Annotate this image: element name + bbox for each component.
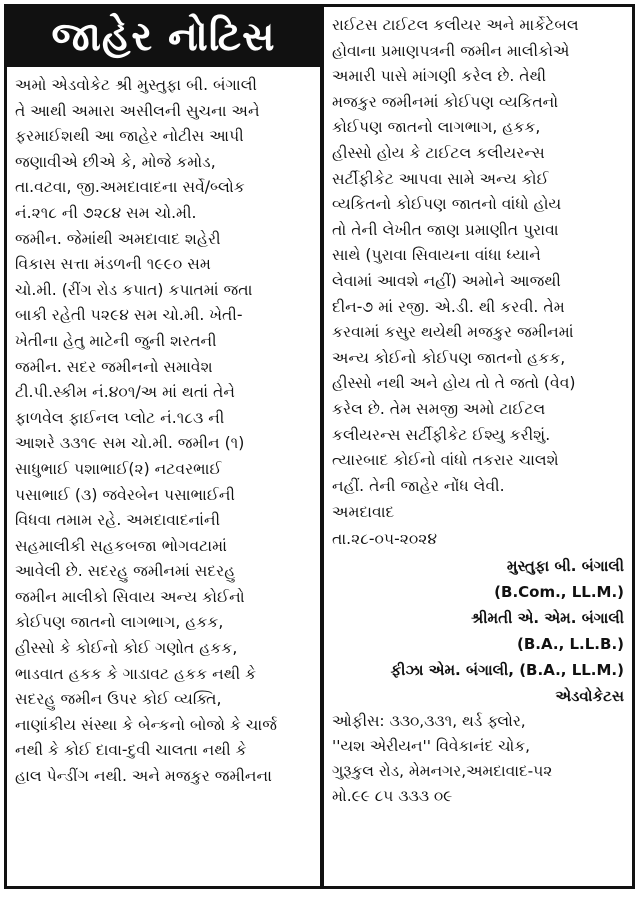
signatory-name: મુસ્તુફા બી. બંગાલી	[506, 557, 624, 576]
text-line: તે આથી અમારા અસીલની સુચના અને	[15, 101, 260, 120]
office-address	[324, 709, 632, 809]
text-line: જમીન માલીકો સિવાય અન્ય કોઈનો	[15, 587, 245, 606]
text-line: જણાવીએ છીએ કે, મોજે કમોડ,	[15, 152, 216, 171]
address-line: ઓફીસ: ૩૩૦,૩૩૧, થર્ડ ફ્લોર,	[332, 712, 526, 731]
text-line: ફરમાઈશથી આ જાહેર નોટીસ આપી	[15, 127, 244, 146]
public-notice	[4, 4, 635, 889]
text-line: નથી કે કોઈ દાવા-દુવી ચાલતા નથી કે	[15, 741, 247, 760]
text-line: તા.વટવા, જી.અમદાવાદના સર્વે/બ્લોક	[15, 178, 245, 197]
text-line: કલીયરન્સ સર્ટીફીકેટ ઈશ્યુ કરીશું.	[332, 425, 551, 444]
text-line: જમીન. સદર જમીનનો સમાવેશ	[15, 357, 213, 376]
text-line: બાકી રહેતી ૫૨૯૪ સમ ચો.મી. ખેતી-	[15, 306, 243, 325]
text-line: અન્ય કોઈનો કોઈપણ જાતનો હકક,	[332, 348, 566, 367]
text-line: જમીન. જેમાંથી અમદાવાદ શહેરી	[15, 229, 221, 248]
text-line: સહમાલીકી સહકબજા ભોગવટામાં	[15, 536, 227, 555]
address-line: ''યશ એરીયન'' વિવેકાનંદ ચોક,	[332, 737, 531, 756]
text-line: હીસ્સો નથી અને હોય તો તે જતો (વેવ)	[332, 374, 576, 393]
notice-place: અમદાવાદ	[332, 503, 395, 522]
notice-body-right	[324, 7, 632, 499]
signature-block	[324, 553, 632, 709]
text-line: આશરે ૩૩૧૯ સમ ચો.મી. જમીન (૧)	[15, 434, 245, 453]
signatory-qualification: (B.A., L.L.B.)	[517, 635, 624, 654]
text-line: સદરહુ જમીન ઉપર કોઈ વ્યક્તિ,	[15, 690, 222, 709]
notice-body-left	[7, 67, 320, 790]
notice-date: તા.૨૮-૦૫-૨૦૨૪	[332, 530, 438, 549]
text-line: સર્ટીફીકેટ આપવા સામે અન્ય કોઈ	[332, 169, 549, 188]
text-line: નહીં. તેની જાહેર નોંધ લેવી.	[332, 476, 505, 495]
text-line: કોઈપણ જાતનો લાગભાગ, હકક,	[332, 118, 541, 137]
text-line: હીસ્સો કે કોઈનો કોઈ ગણોત હકક,	[15, 639, 238, 658]
address-line: ગુરૂકુલ રોડ, મેમનગર,અમદાવાદ-૫૨	[332, 762, 553, 781]
text-line: વિકાસ સત્તા મંડળની ૧૯૯૦ સમ	[15, 255, 211, 274]
signatory-name: શ્રીમતી એ. એમ. બંગાલી	[471, 609, 624, 628]
signatory-qualification: (B.Com., LL.M.)	[494, 583, 624, 602]
left-column	[7, 7, 320, 886]
signatory-role: એડવોકેટસ	[555, 687, 624, 706]
text-line: ખેતીના હેતુ માટેની જુની શરતની	[15, 331, 217, 350]
text-line: અમારી પાસે માંગણી કરેલ છે. તેથી	[332, 67, 547, 86]
text-line: હોવાના પ્રમાણપત્રની જમીન માલીકોએ	[332, 41, 570, 60]
signatory-name: ફીઝા એમ. બંગાલી, (B.A., LL.M.)	[390, 661, 624, 680]
text-line: આવેલી છે. સદરહુ જમીનમાં સદરહુ	[15, 562, 236, 581]
text-line: સાધુભાઈ પશાભાઈ(૨) નટવરભાઈ	[15, 459, 222, 478]
text-line: મજકુર જમીનમાં કોઈપણ વ્યકિતનો	[332, 92, 559, 111]
text-line: રાઈટસ ટાઈટલ કલીયર અને માર્કેટેબલ	[332, 16, 579, 34]
text-line: ચો.મી. (રીંગ રોડ કપાત) કપાતમાં જતા	[15, 280, 253, 299]
notice-title: જાહેર નોટિસ	[7, 7, 320, 67]
text-line: કરવામાં કસુર થયેથી મજકુર જમીનમાં	[332, 323, 574, 342]
text-line: હાલ પેન્ડીંગ નથી. અને મજકુર જમીનના	[15, 767, 272, 786]
text-line: ભાડવાત હકક કે ગાડાવટ હકક નથી કે	[15, 664, 257, 683]
text-line: કોઈપણ જાતનો લાગભાગ, હકક,	[15, 613, 224, 632]
text-line: નાણાંકીય સંસ્થા કે બેન્કનો બોજો કે ચાર્જ	[15, 715, 277, 734]
text-line: ત્યારબાદ કોઈનો વાંધો તકરાર ચાલશે	[332, 451, 559, 470]
text-line: સાથે (પુરાવા સિવાયના વાંધા ધ્યાને	[332, 246, 541, 265]
text-line: ફાળવેલ ફાઈનલ પ્લોટ નં.૧૮૩ ની	[15, 408, 225, 427]
text-line: દીન-૭ માં રજી. એ.ડી. થી કરવી. તેમ	[332, 297, 565, 316]
text-line: લેવામાં આવશે નહીં) અમોને આજથી	[332, 271, 561, 290]
phone-number: મો.૯૯ ૮૫ ૩૩૩ ૦૯	[332, 787, 453, 806]
text-line: તો તેની લેખીત જાણ પ્રમાણીત પુરાવા	[332, 220, 559, 239]
text-line: કરેલ છે. તેમ સમજી અમો ટાઈટલ	[332, 399, 546, 418]
right-column	[324, 7, 632, 886]
text-line: નં.૨૧૮ ની ૭૨૮૪ સમ ચો.મી.	[15, 203, 197, 222]
text-line: વ્યકિતનો કોઈપણ જાતનો વાંધો હોય	[332, 195, 562, 214]
text-line: હીસ્સો હોય કે ટાઈટલ કલીયરન્સ	[332, 143, 545, 162]
text-line: વિધવા તમામ રહે. અમદાવાદનાંની	[15, 511, 221, 530]
text-line: ટી.પી.સ્કીમ નં.૪૦૧/અ માં થતાં તેને	[15, 383, 235, 402]
text-line: અમો એડવોકેટ શ્રી મુસ્તુફા બી. બંગાલી	[15, 76, 257, 94]
text-line: પસાભાઈ (૩) જવેરબેન પસાભાઈની	[15, 485, 235, 504]
